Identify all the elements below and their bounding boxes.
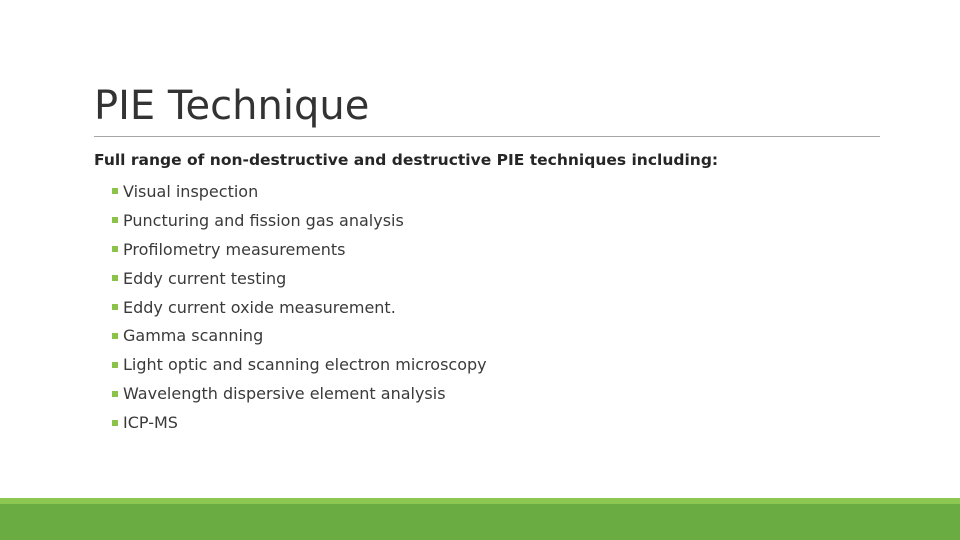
list-item <box>112 177 894 206</box>
square-bullet-icon <box>112 246 118 252</box>
list-item <box>112 264 894 293</box>
footer-highlight-strip <box>0 498 960 504</box>
list-item-label: Gamma scanning <box>123 326 264 346</box>
square-bullet-icon <box>112 217 118 223</box>
list-item-label: Visual inspection <box>123 181 259 201</box>
list-item-label: Eddy current oxide measurement. <box>123 297 396 317</box>
list-item-label: ICP-MS <box>123 413 178 433</box>
list-item-label: Puncturing and fission gas analysis <box>123 210 404 230</box>
list-item <box>112 206 894 235</box>
list-item <box>112 293 894 322</box>
list-item-label: Wavelength dispersive element analysis <box>123 384 446 404</box>
list-item <box>112 408 894 437</box>
slide-content <box>94 148 894 437</box>
list-item <box>112 235 894 264</box>
list-item <box>112 321 894 350</box>
list-item-label: Eddy current testing <box>123 268 287 288</box>
list-item-label: Profilometry measurements <box>123 239 346 259</box>
square-bullet-icon <box>112 333 118 339</box>
square-bullet-icon <box>112 188 118 194</box>
technique-list <box>94 177 894 437</box>
intro-text: Full range of non-destructive and destructive PIE techniques including: <box>94 151 719 169</box>
square-bullet-icon <box>112 391 118 397</box>
square-bullet-icon <box>112 362 118 368</box>
list-item <box>112 350 894 379</box>
footer-accent-bar <box>0 498 960 540</box>
slide-title: PIE Technique <box>94 83 370 129</box>
list-item <box>112 379 894 408</box>
list-item-label: Light optic and scanning electron microscopy <box>123 355 487 375</box>
square-bullet-icon <box>112 275 118 281</box>
square-bullet-icon <box>112 420 118 426</box>
square-bullet-icon <box>112 304 118 310</box>
title-divider <box>94 136 880 137</box>
